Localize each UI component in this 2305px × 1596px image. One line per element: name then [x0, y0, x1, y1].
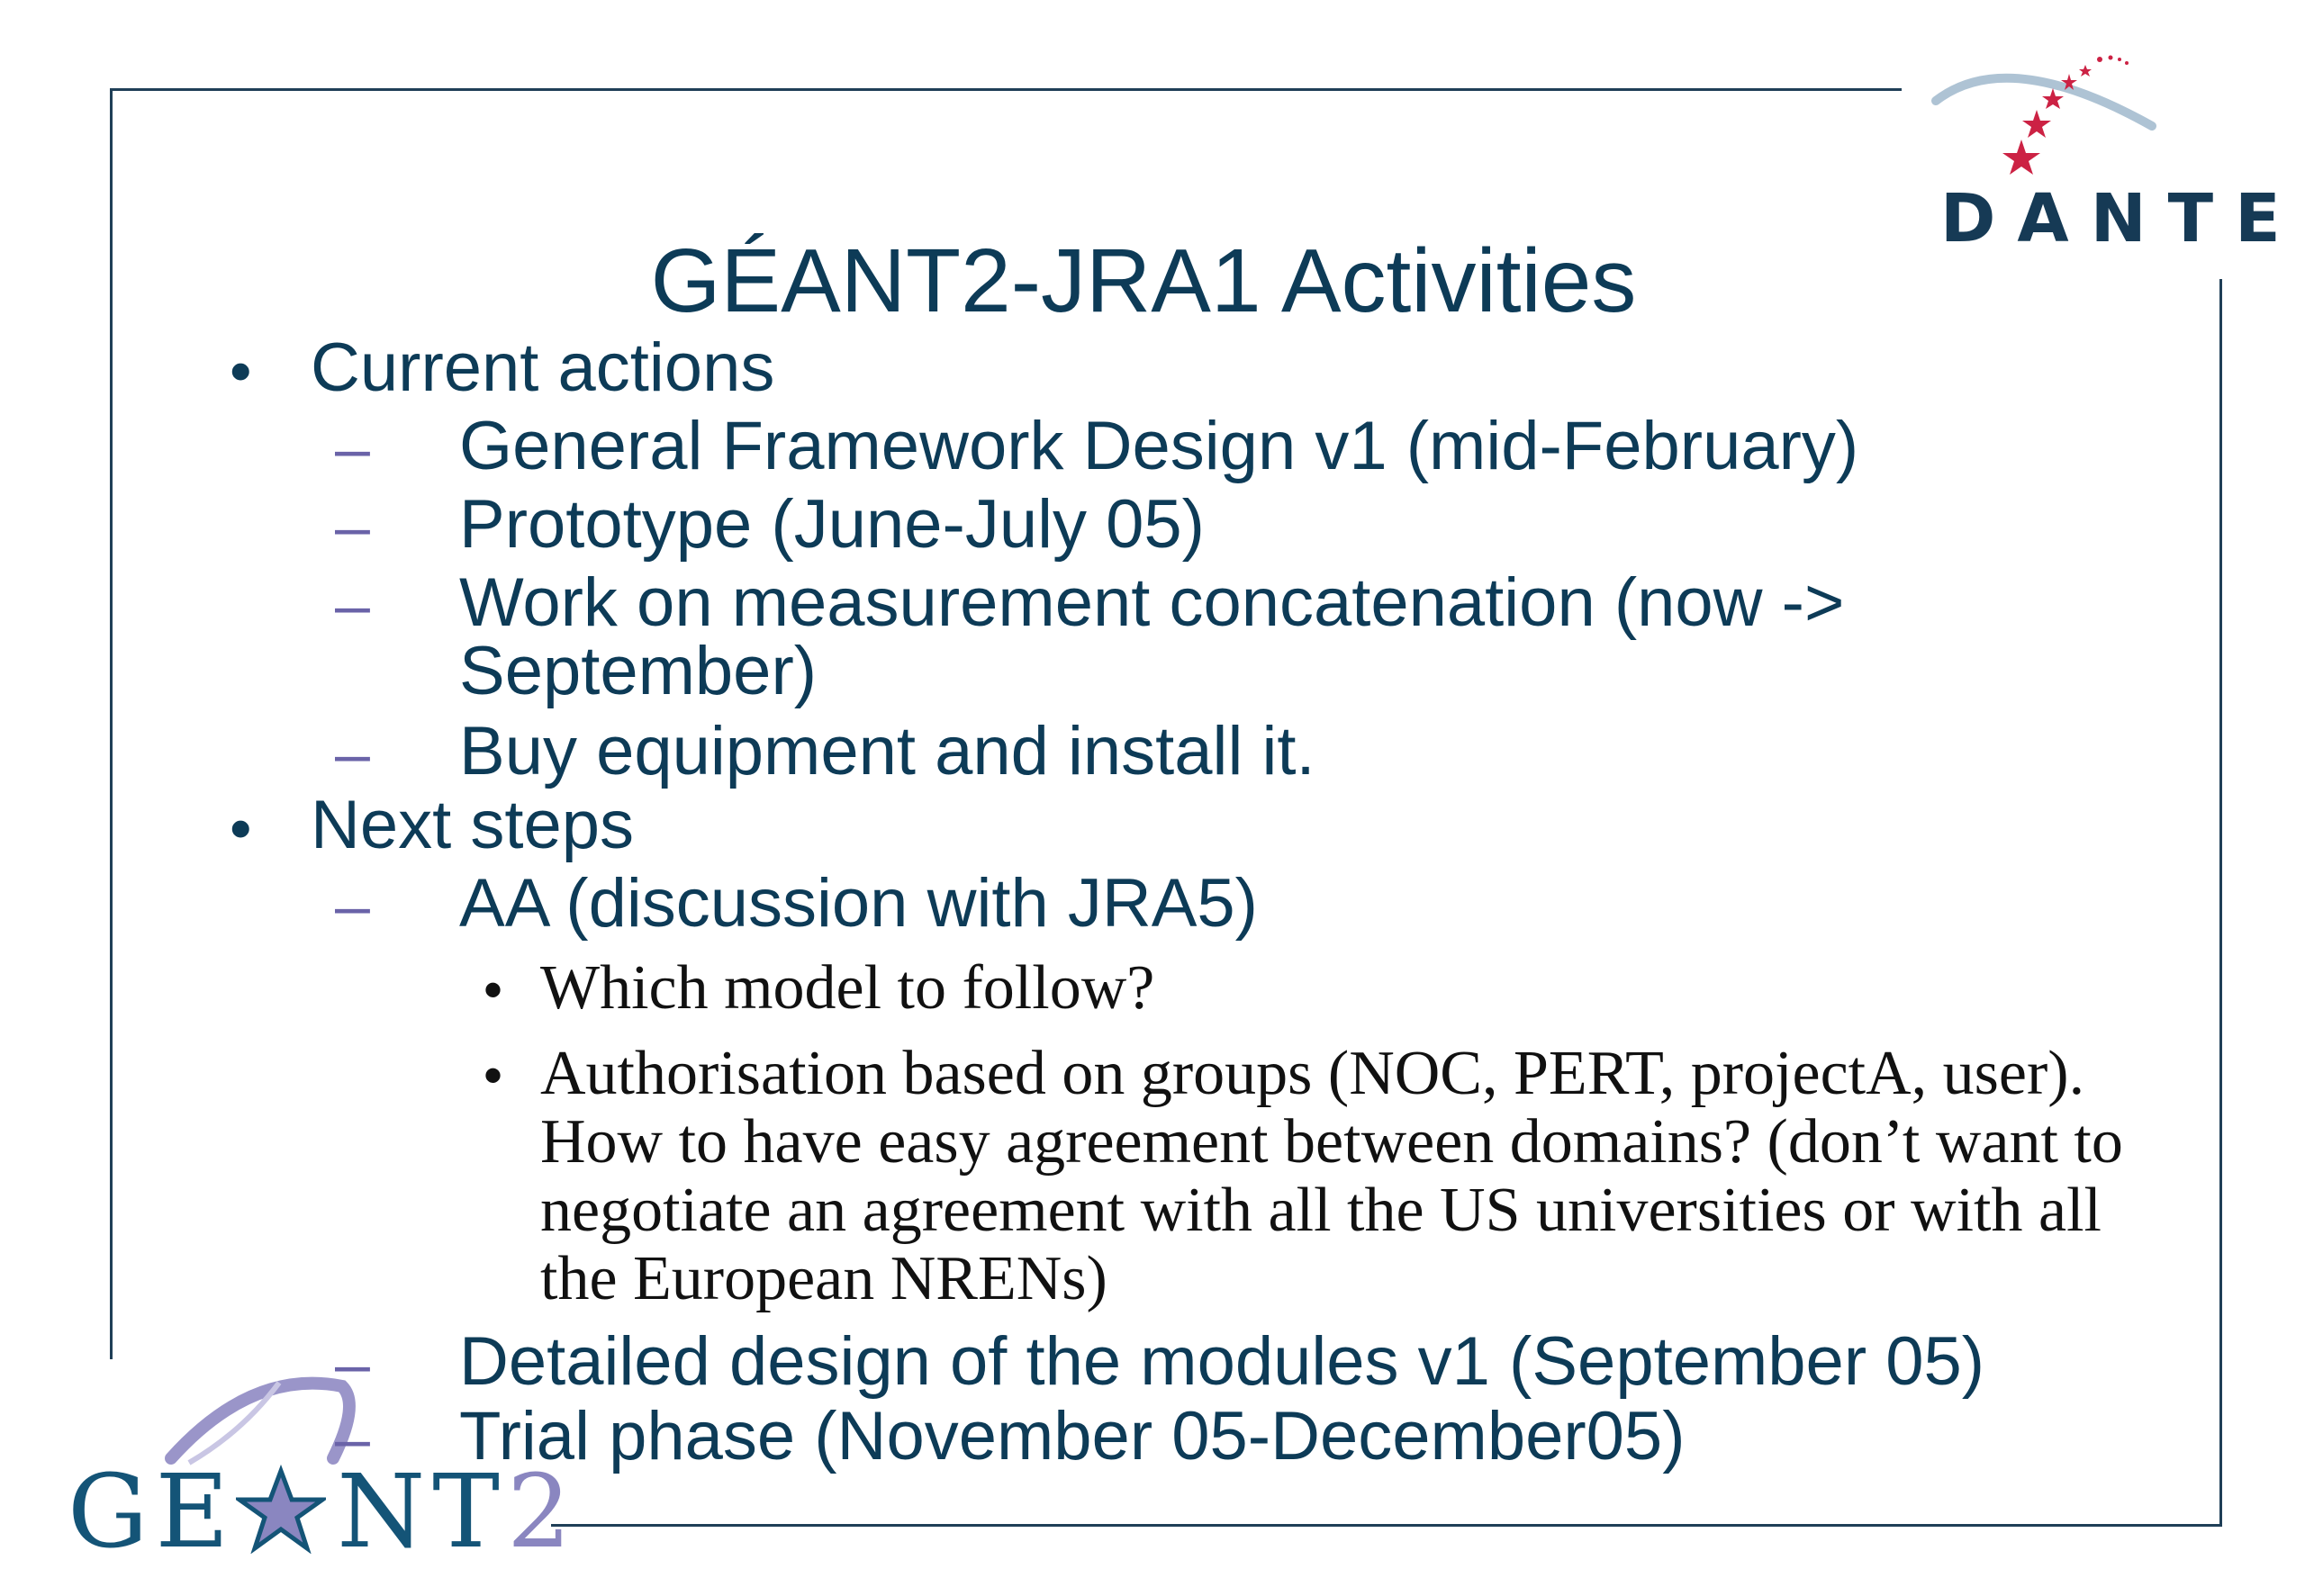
- item-dash: –: [335, 718, 370, 789]
- item-dash: –: [335, 870, 370, 941]
- dante-logo-text: DANTE: [1940, 180, 2302, 257]
- list-item: Work on measurement concatenation (now ->: [459, 564, 1845, 641]
- list-item: Buy equipment and install it.: [459, 713, 1315, 789]
- item-dash: –: [335, 1329, 370, 1399]
- frame-top-line: [110, 88, 1902, 91]
- geant2-star-icon: [236, 1454, 337, 1571]
- sub-list-item: Which model to follow?: [540, 953, 1155, 1023]
- section-current-actions: Current actions: [311, 329, 775, 406]
- section-next-steps: Next steps: [311, 787, 635, 863]
- geant2-logo-text-nt: NT: [337, 1454, 507, 1571]
- list-item: AA (discussion with JRA5): [459, 865, 1258, 942]
- frame-right-line: [2219, 279, 2222, 1527]
- section-bullet: •: [230, 793, 252, 863]
- sub-bullet: •: [484, 1045, 503, 1105]
- sub-list-item: Authorisation based on groups (NOC, PERT, projectA, user). How to have easy agreement between domains? (don’t want to negotiate an agreement with all the US universities or with all the European NRENs): [540, 1039, 2123, 1313]
- section-bullet: •: [230, 336, 252, 406]
- slide-title: GÉANT2-JRA1 Activities: [650, 230, 1637, 331]
- list-item: General Framework Design v1 (mid-February): [459, 408, 1859, 484]
- list-item: Prototype (June-July 05): [459, 486, 1205, 563]
- geant2-logo-text-2: 2: [506, 1454, 579, 1571]
- item-dash: –: [335, 413, 370, 483]
- frame-bottom-line: [551, 1524, 2222, 1527]
- list-item: Trial phase (November 05-December05): [459, 1398, 1686, 1474]
- sub-bullet: •: [484, 960, 503, 1020]
- list-item: Detailed design of the modules v1 (September 05): [459, 1323, 1985, 1400]
- item-dash: –: [335, 1403, 370, 1474]
- geant2-logo-text-ge: GE: [68, 1454, 237, 1571]
- item-dash: –: [335, 570, 370, 640]
- item-dash: –: [335, 491, 370, 562]
- list-item-continuation: September): [459, 633, 818, 709]
